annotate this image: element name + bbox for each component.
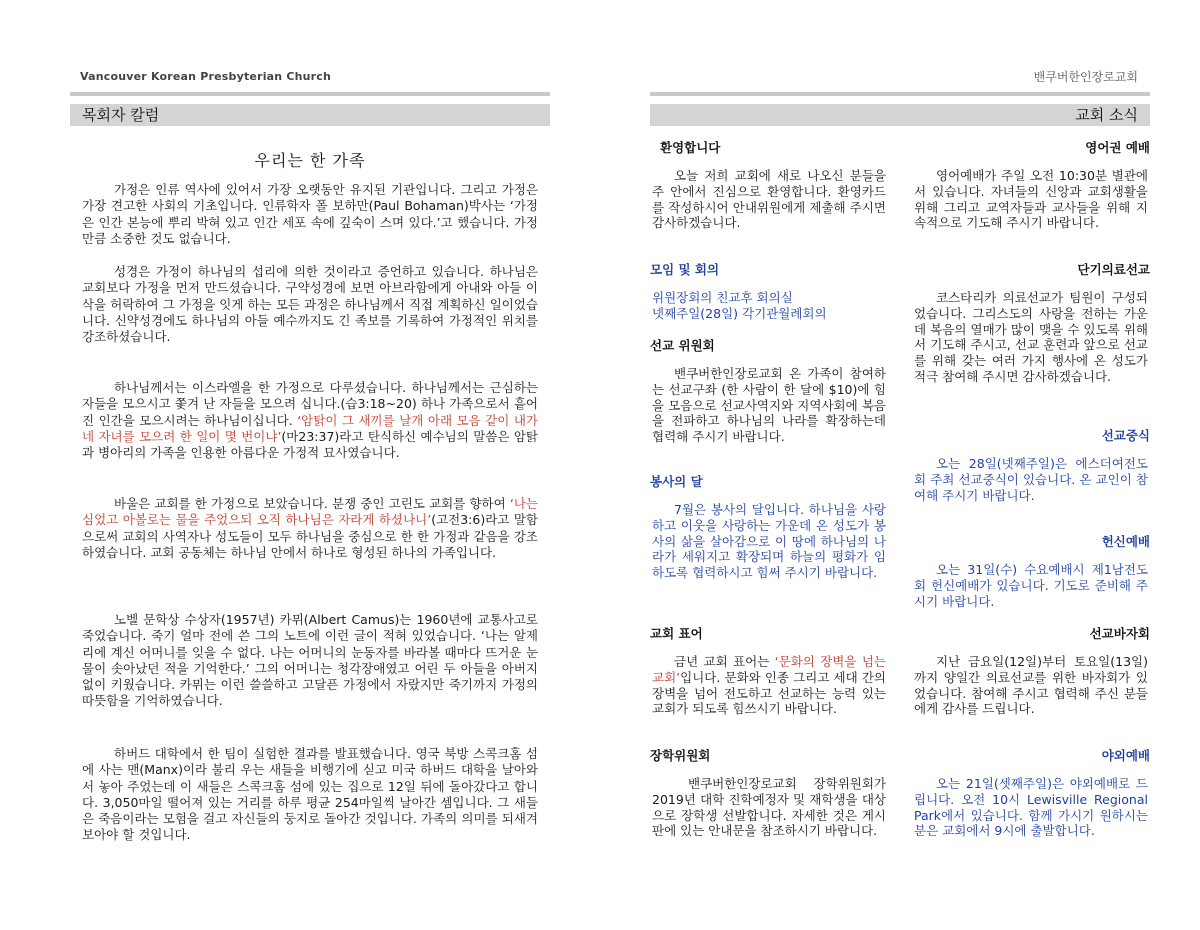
column-paragraph-6: [82, 746, 538, 844]
motto-highlight: ‘문화의 장벽을 넘는 교회’: [652, 654, 886, 685]
section-title-church-news: 교회 소식: [650, 104, 1150, 126]
news-item-welcome: [650, 138, 888, 231]
news-item-scholarship: [650, 746, 888, 839]
column-title: 우리는 한 가족: [254, 151, 366, 170]
column-paragraph-3: [82, 380, 538, 461]
news-item-english-worship: [912, 138, 1150, 231]
news-body: 금년 교회 표어는 ‘문화의 장벽을 넘는 교회’입니다. 문화와 인종 그리고 세대 간의 장벽을 넘어 전도하고 선교하는 능력 있는 교회가 되도록 힘쓰시기 바랍니다.: [652, 654, 886, 717]
news-body: 오는 31일(수) 수요예배시 제1남전도회 헌신예배가 있습니다. 기도로 준비해 주시기 바랍니다.: [914, 562, 1148, 609]
news-body: 위원장회의 친교후 회의실 넷째주일(28일) 각기관월례회의: [652, 290, 827, 321]
news-item-medical-mission: [912, 260, 1150, 385]
church-name-english: Vancouver Korean Presbyterian Church: [80, 70, 332, 83]
news-item-meetings: [650, 260, 888, 322]
section-title-pastor-column: 목회자 칼럼: [70, 104, 550, 126]
news-title: 야외예배: [1101, 748, 1150, 763]
news-body: 밴쿠버한인장로교회 온 가족이 참여하는 선교구좌 (한 사람이 한 달에 $10)에 힘을 모음으로 선교사역지와 지역사회에 복음을 전파하고 하나님의 나라를 확장하는데 협력해 주시기 바랍니다.: [652, 366, 886, 445]
paragraph-text: 성경은 가정이 하나님의 섭리에 의한 것이라고 증언하고 있습니다. 하나님은 교회보다 가정을 먼저 만드셨습니다. 구약성경에 보면 아브라함에게 아내와 아들 이삭을 허락하여 그 가정을 잇게 하는 모든 과정은 하나님께서 직접 계획하신 일이었습니다. 신약성경에도 하나님의 아들 예수까지도 긴 족보를 기록하여 가정적인 위치를 강조하셨습니다.: [82, 264, 538, 345]
news-item-mission-committee: [650, 336, 888, 445]
news-item-outdoor-worship: [912, 746, 1150, 839]
paragraph-text: 바울은 교회를 한 가정으로 보았습니다. 분쟁 중인 고린도 교회를 향하여 ‘나는 심었고 아볼로는 물을 주었으되 오직 하나님은 자라게 하셨나니’(고전3:6)라고 말함으로써 교회의 사역자나 성도들이 모두 하나님을 중심으로 한 한 가정과 같음을 강조하였습니다. 교회 공동체는 하나님 안에서 하나로 형성된 하나의 가족입니다.: [82, 496, 538, 560]
news-title: 선교 위원회: [650, 338, 715, 353]
news-body: 오늘 저희 교회에 새로 나오신 분들을 주 안에서 진심으로 환영합니다. 환영카드를 작성하시어 안내위원에게 제출해 주시면 감사하겠습니다.: [652, 168, 886, 231]
news-item-service-month: [650, 472, 888, 581]
news-body: 코스타리카 의료선교가 팀원이 구성되었습니다. 그리스도의 사랑을 전하는 가운데 복음의 열매가 많이 맺을 수 있도록 위해서 기도해 주시고, 선교 훈련과 앞으로 선교를 위해 갖는 여러 가지 행사에 온 성도가 적극 참여해 주시면 감사하겠습니다.: [914, 290, 1148, 384]
news-title: 선교중식: [1101, 428, 1150, 443]
news-title: 장학위원회: [650, 748, 711, 763]
news-item-church-motto: [650, 624, 888, 717]
news-body: 오는 28일(넷째주일)은 에스더여전도회 주최 선교중식이 있습니다. 온 교인이 참여해 주시기 바랍니다.: [914, 456, 1148, 503]
news-item-mission-lunch: [912, 426, 1150, 503]
news-title: 교회 표어: [650, 626, 703, 641]
news-title: 모임 및 회의: [650, 262, 720, 277]
news-body: 오는 21일(셋째주일)은 야외예배로 드립니다. 오전 10시 Lewisville Regional Park에서 있습니다. 함께 가시기 원하시는 분은 교회에서 9시에 출발합니다.: [914, 776, 1148, 839]
church-name-korean: 밴쿠버한인장로교회: [1033, 70, 1138, 84]
scripture-quote: ‘나는 심었고 아볼로는 물을 주었으되 오직 하나님은 자라게 하셨나니’: [82, 496, 538, 528]
paragraph-text: 노벨 문학상 수상자(1957년) 카뮈(Albert Camus)는 1960년에 교통사고로 죽었습니다. 죽기 얼마 전에 쓴 그의 노트에 이런 글이 적혀 있었습니다. ‘나는 알제리에 계신 어머니를 잊을 수 없다. 나는 어머니의 눈동자를 바라볼 때마다 뜨거운 눈물이 솟아났던 적을 기억한다.’ 그의 어머니는 청각장애였고 어린 두 아들을 아버지 없이 키웠습니다. 카뮈는 이런 쓸쓸하고 고달픈 가정에서 자랐지만 죽기까지 가정의 따뜻함을 기억하였습니다.: [82, 612, 538, 709]
column-paragraph-2: [82, 264, 538, 345]
paragraph-text: 하버드 대학에서 한 팀이 실험한 결과를 발표했습니다. 영국 북방 스콕크홈 섬에 사는 맨(Manx)이라 불리 우는 새들을 비행기에 싣고 미국 하버드 대학을 날아와서 놓아 주었는데 이 새들은 스콕크홈 섬에 있는 집으로 12일 뒤에 돌아갔다고 합니다. 3,050마일 떨어져 있는 거리를 하루 평균 254마일씩 날아간 셈입니다. 그 새들은 죽음이라는 모험을 걸고 자신들의 둥지로 돌아간 것입니다. 가족의 의미를 되새겨 보아야 할 것입니다.: [82, 746, 538, 843]
header-rule: [70, 92, 550, 96]
header-rule: [650, 92, 1150, 96]
news-title: 헌신예배: [1101, 534, 1150, 549]
news-title: 선교바자회: [1089, 626, 1150, 641]
news-title: 단기의료선교: [1077, 262, 1150, 277]
news-title: 영어권 예배: [1085, 140, 1150, 155]
scripture-quote: ‘암탉이 그 새끼를 날개 아래 모음 같이 내가 네 자녀를 모으려 한 일이 몇 번이냐’: [82, 412, 538, 444]
column-paragraph-4: [82, 496, 538, 561]
news-title: 봉사의 달: [650, 474, 703, 489]
news-body: 밴쿠버한인장로교회 장학위원회가 2019년 대학 진학예정자 및 재학생을 대상으로 장학생 선발합니다. 자세한 것은 게시판에 있는 안내문을 참조하시기 바랍니다.: [652, 776, 886, 839]
news-title: 환영합니다: [660, 140, 721, 155]
column-paragraph-1: [82, 182, 538, 247]
paragraph-text: 하나님께서는 이스라엘을 한 가정으로 다루셨습니다. 하나님께서는 근심하는 자들을 모으시고 쫓겨 난 자들을 모으려 십니다.(습3:18~20) 하나 가족으로서 흩어진 인간을 모으시려는 하나님이십니다. ‘암탉이 그 새끼를 날개 아래 모음 같이 내가 네 자녀를 모으려 한 일이 몇 번이냐’(마23:37)라고 탄식하신 예수님의 말씀은 암탉과 병아리의 가족을 인용한 아름다운 가정적 묘사였습니다.: [82, 380, 538, 461]
news-body: 7월은 봉사의 달입니다. 하나님을 사랑하고 이웃을 사랑하는 가운데 온 성도가 봉사의 삶을 살아감으로 이 땅에 하나님의 나라가 세워지고 확장되며 하늘의 평화가 임하도록 협력하시고 힘써 주시기 바랍니다.: [652, 502, 886, 581]
paragraph-text: 가정은 인류 역사에 있어서 가장 오랫동안 유지된 기관입니다. 그리고 가정은 가장 견고한 사회의 기초입니다. 인류학자 폴 보하만(Paul Bohaman)박사는 ‘가정은 인간 본능에 뿌리 박혀 있고 인간 세포 속에 깊숙이 스며 있다.’고 했습니다. 가정만큼 소중한 것도 없습니다.: [82, 182, 538, 246]
news-body: 지난 금요일(12일)부터 토요일(13일)까지 양일간 의료선교를 위한 바자회가 있었습니다. 참여해 주시고 협력해 주신 분들에게 감사를 드립니다.: [914, 654, 1148, 717]
news-item-bazaar: [912, 624, 1150, 717]
news-item-dedication-worship: [912, 532, 1150, 609]
news-body: 영어예배가 주일 오전 10:30분 별관에서 있습니다. 자녀들의 신앙과 교회생활을 위해 그리고 교역자들과 교사들을 위해 지속적으로 기도해 주시기 바랍니다.: [914, 168, 1148, 231]
column-paragraph-5: [82, 612, 538, 710]
